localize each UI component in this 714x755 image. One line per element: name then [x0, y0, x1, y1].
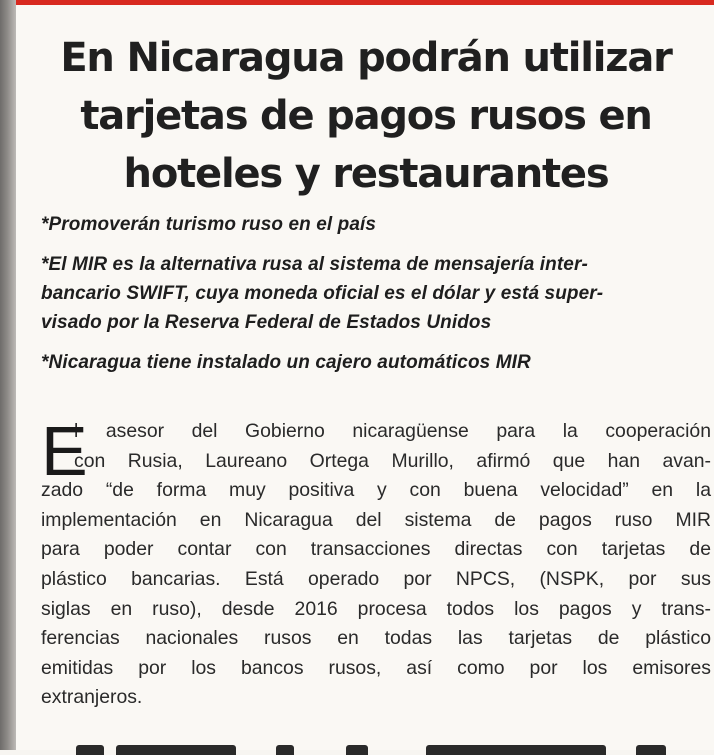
bullet-2-line-1: *El MIR es la alternativa rusa al sistema de mensajería inter- [41, 254, 588, 275]
body-line-8: ferencias nacionales rusos en todas las tarjetas de plástico [41, 627, 711, 650]
next-headline-cutoff [76, 741, 714, 755]
newspaper-page [16, 5, 714, 750]
article-headline [46, 29, 686, 203]
bullet-3-line-1: *Nicaragua tiene instalado un cajero automáticos MIR [41, 352, 531, 373]
body-line-9: emitidas por los bancos rusos, así como por los emisores [41, 656, 711, 679]
bullet-1-line-1: *Promoverán turismo ruso en el país [41, 214, 377, 235]
summary-bullet-1 [41, 210, 711, 239]
summary-bullet-3 [41, 348, 711, 377]
body-line-4: implementación en Nicaragua del sistema de pagos ruso MIR [41, 508, 711, 531]
drop-cap: E [41, 412, 88, 490]
headline-line-3: hoteles y restaurantes [123, 151, 609, 197]
body-line-5: para poder contar con transacciones directas con tarjetas de [41, 538, 711, 561]
body-line-6: plástico bancarias. Está operado por NPCS, (NSPK, por sus [41, 567, 711, 590]
page-gutter-shadow [0, 0, 16, 750]
article-body [41, 412, 711, 713]
cutoff-glyph [346, 745, 368, 755]
cutoff-glyph [76, 745, 104, 755]
body-line-7: siglas en ruso), desde 2016 procesa todos los pagos y trans- [41, 597, 711, 620]
body-line-3: zado “de forma muy positiva y con buena velocidad” en la [41, 479, 711, 502]
headline-line-1: En Nicaragua podrán utilizar [60, 35, 672, 81]
cutoff-glyph [426, 745, 606, 755]
cutoff-glyph [276, 745, 294, 755]
cutoff-glyph [116, 745, 236, 755]
body-line-2: con Rusia, Laureano Ortega Murillo, afirmó que han avan- [74, 449, 711, 472]
summary-bullet-2 [41, 250, 711, 337]
article-summary-bullets [41, 210, 711, 388]
bullet-2-line-3: visado por la Reserva Federal de Estados Unidos [41, 312, 492, 333]
body-line-1: l asesor del Gobierno nicaragüense para la cooperación [74, 420, 711, 442]
cutoff-glyph [636, 745, 666, 755]
headline-line-2: tarjetas de pagos rusos en [80, 93, 652, 139]
bullet-2-line-2: bancario SWIFT, cuya moneda oficial es el dólar y está super- [41, 283, 604, 304]
body-line-10: extranjeros. [41, 686, 143, 709]
